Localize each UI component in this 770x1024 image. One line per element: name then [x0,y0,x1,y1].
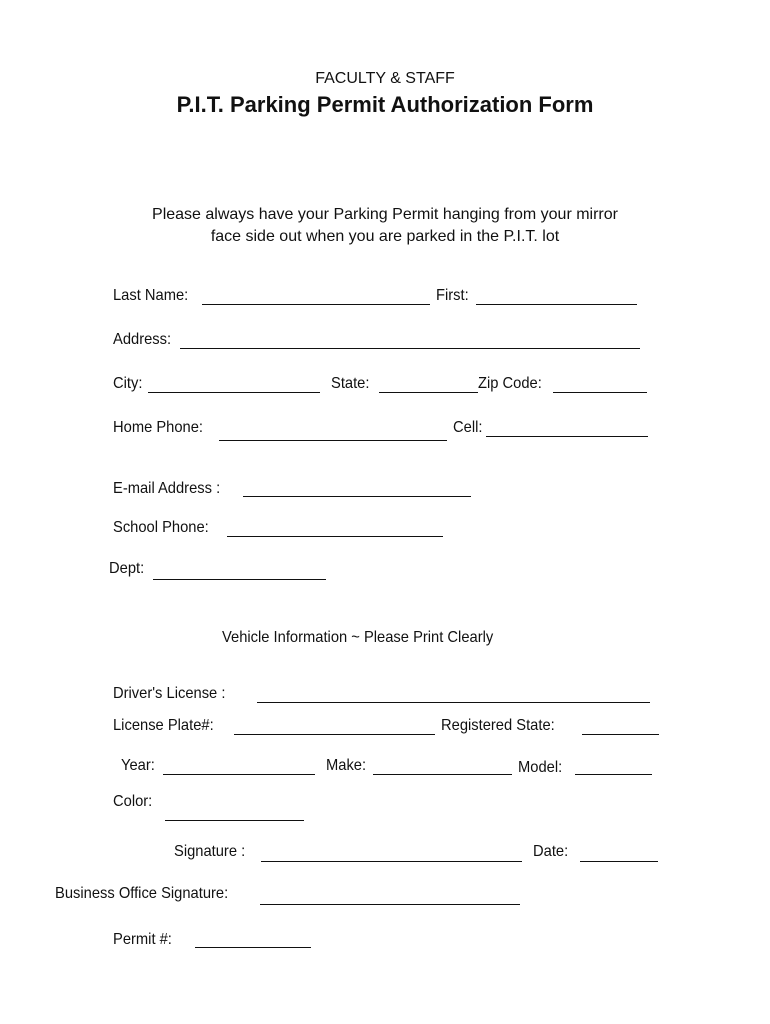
email-label: E-mail Address : [113,480,221,497]
cell-label: Cell: [453,419,483,436]
permit-number-field[interactable] [195,947,311,948]
address-label: Address: [113,331,172,348]
vehicle-heading: Vehicle Information ~ Please Print Clearly [222,629,494,646]
dept-label: Dept: [109,560,145,577]
home-phone-label: Home Phone: [113,419,204,436]
zip-code-label: Zip Code: [478,375,542,392]
registered-state-field[interactable] [582,734,659,735]
first-name-field[interactable] [476,304,637,305]
first-name-label: First: [436,287,469,304]
make-label: Make: [326,757,367,774]
business-office-signature-field[interactable] [260,904,520,905]
form-title: P.I.T. Parking Permit Authorization Form [176,92,594,117]
model-field[interactable] [575,774,652,775]
dept-field[interactable] [153,579,326,580]
signature-label: Signature : [174,843,246,860]
state-field[interactable] [379,392,478,393]
state-label: State: [331,375,370,392]
last-name-field[interactable] [202,304,430,305]
drivers-license-label: Driver's License : [113,685,226,702]
cell-field[interactable] [486,436,648,437]
year-field[interactable] [163,774,315,775]
registered-state-label: Registered State: [441,717,555,734]
license-plate-field[interactable] [234,734,435,735]
color-label: Color: [113,793,153,810]
date-field[interactable] [580,861,658,862]
license-plate-label: License Plate#: [113,717,214,734]
home-phone-field[interactable] [219,440,447,441]
city-field[interactable] [148,392,320,393]
drivers-license-field[interactable] [257,702,650,703]
school-phone-label: School Phone: [113,519,209,536]
instructions-line-1: Please always have your Parking Permit hanging from your mirror [152,206,618,223]
form-subtitle: FACULTY & STAFF [315,70,455,87]
zip-code-field[interactable] [553,392,647,393]
address-field[interactable] [180,348,640,349]
color-field[interactable] [165,820,304,821]
school-phone-field[interactable] [227,536,443,537]
business-office-signature-label: Business Office Signature: [55,885,229,902]
year-label: Year: [121,757,155,774]
permit-number-label: Permit #: [113,931,172,948]
instructions-line-2: face side out when you are parked in the P.I.T. lot [210,228,560,245]
make-field[interactable] [373,774,512,775]
date-label: Date: [533,843,569,860]
city-label: City: [113,375,143,392]
last-name-label: Last Name: [113,287,189,304]
model-label: Model: [518,759,563,776]
signature-field[interactable] [261,861,522,862]
email-field[interactable] [243,496,471,497]
